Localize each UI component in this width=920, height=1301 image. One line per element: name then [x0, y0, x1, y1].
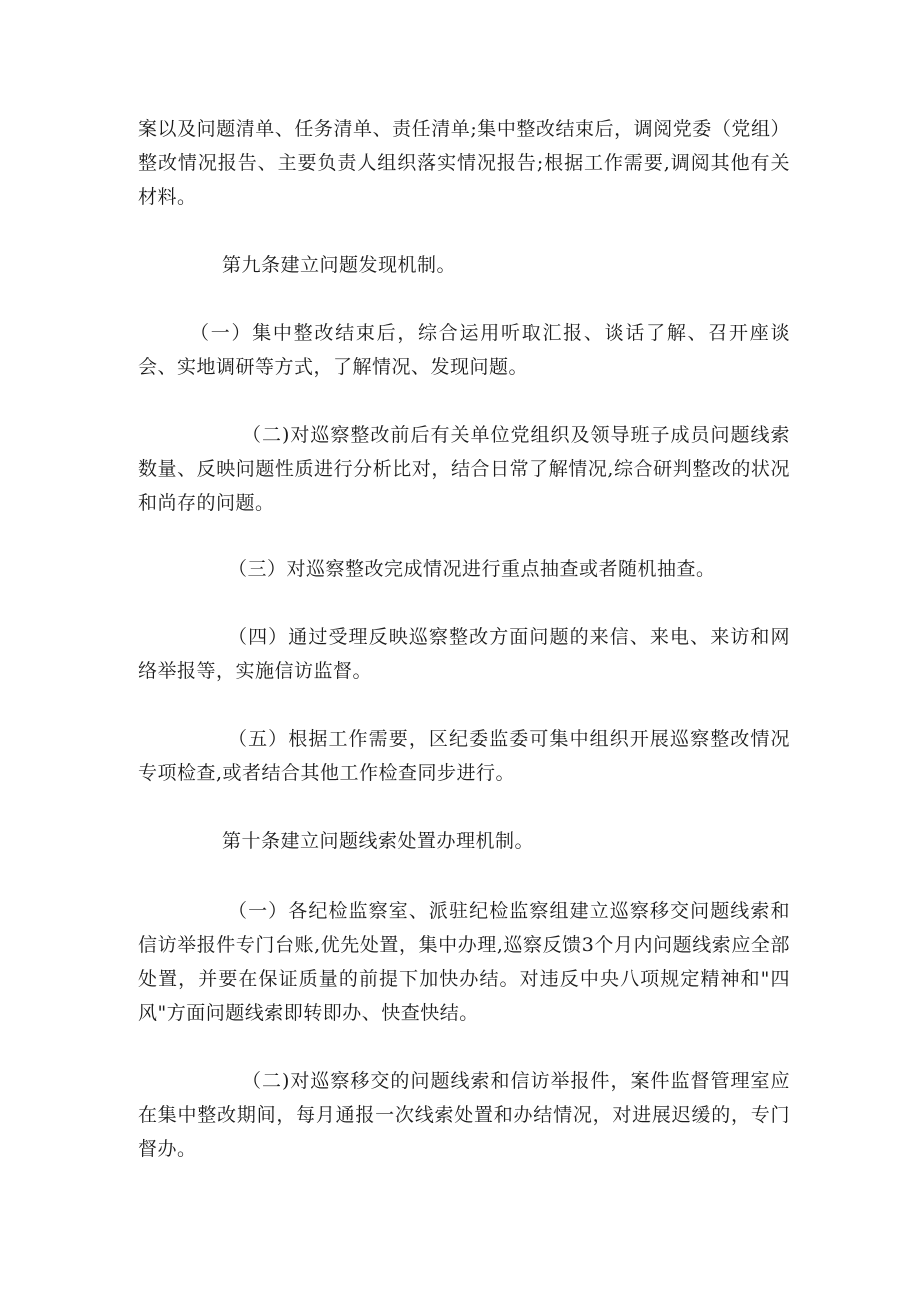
- article-10-heading: 第十条建立问题线索处置办理机制。: [222, 830, 535, 852]
- article-9-item-3: （三）对巡察整改完成情况进行重点抽查或者随机抽查。: [228, 558, 716, 580]
- article-10-item-1: （一）各纪检监察室、派驻纪检监察组建立巡察移交问题线索和信访举报件专门台账,优先处置，集中办理,巡察反馈3个月内问题线索应全部处置，并要在保证质量的前提下加快办结。对违反中央八项规定精神和"四风"方面问题线索即转即办、快查快结。: [138, 900, 790, 1024]
- article-9-item-1: （一）集中整改结束后，综合运用听取汇报、谈话了解、召开座谈会、实地调研等方式，了解情况、发现问题。: [138, 322, 790, 378]
- article-9-item-4: （四）通过受理反映巡察整改方面问题的来信、来电、来访和网络举报等，实施信访监督。: [138, 626, 790, 682]
- article-9-item-2: （二)对巡察整改前后有关单位党组织及领导班子成员问题线索数量、反映问题性质进行分析比对，结合日常了解情况,综合研判整改的状况和尚存的问题。: [138, 424, 790, 514]
- article-10-item-2: （二)对巡察移交的问题线索和信访举报件，案件监督管理室应在集中整改期间，每月通报一次线索处置和办结情况，对进展迟缓的，专门督办。: [138, 1070, 790, 1160]
- paragraph-continuation: 案以及问题清单、任务清单、责任清单;集中整改结束后，调阅党委（党组）整改情况报告、主要负责人组织落实情况报告;根据工作需要,调阅其他有关材料。: [138, 118, 790, 208]
- article-9-heading: 第九条建立问题发现机制。: [222, 254, 457, 276]
- article-9-item-5: （五）根据工作需要，区纪委监委可集中组织开展巡察整改情况专项检查,或者结合其他工作检查同步进行。: [138, 728, 790, 784]
